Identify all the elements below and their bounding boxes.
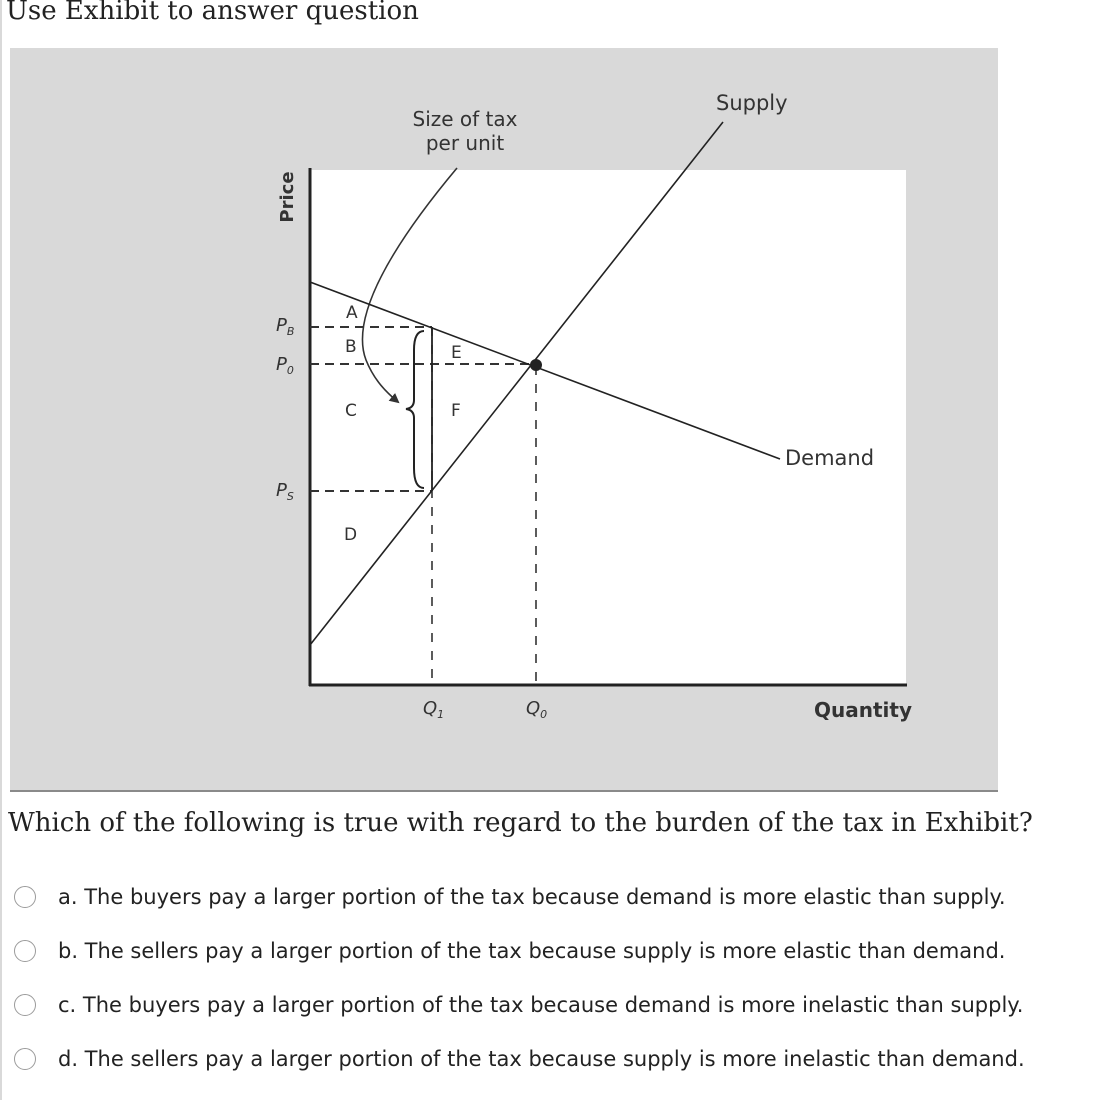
plot-area [310, 170, 906, 685]
pb-label: $P_B$ [276, 315, 295, 338]
option-b[interactable] [14, 924, 1025, 978]
supply-label: Supply [716, 91, 788, 115]
equilibrium-point [530, 359, 542, 371]
tax-annotation-line2: per unit [425, 131, 505, 155]
option-c[interactable] [14, 978, 1025, 1032]
exhibit-graph [10, 48, 998, 790]
area-a-label: A [346, 303, 358, 323]
option-a[interactable] [14, 870, 1025, 924]
exhibit-figure [10, 48, 998, 790]
option-d-radio[interactable] [14, 1048, 36, 1070]
q0-label: $Q_0$ [526, 698, 548, 721]
area-f-label: F [451, 401, 461, 421]
option-b-radio[interactable] [14, 940, 36, 962]
question-text: Which of the following is true with regard to the burden of the tax in Exhibit? [8, 808, 1033, 838]
tax-annotation-line1: Size of tax [412, 107, 518, 131]
answer-options [14, 870, 1025, 1086]
left-border [0, 0, 2, 1100]
option-d[interactable] [14, 1032, 1025, 1086]
question-prompt: Use Exhibit to answer question [6, 0, 419, 26]
option-a-radio[interactable] [14, 886, 36, 908]
area-b-label: B [345, 337, 357, 357]
p0-label: $P_0$ [276, 354, 294, 377]
y-axis-label: Price [277, 171, 298, 223]
option-c-radio[interactable] [14, 994, 36, 1016]
option-d-label[interactable]: d. The sellers pay a larger portion of the tax because supply is more inelastic than demand. [58, 1047, 1025, 1071]
exhibit-bottom-rule [10, 790, 998, 792]
x-axis-label: Quantity [814, 698, 912, 722]
area-e-label: E [451, 343, 462, 363]
option-b-label[interactable]: b. The sellers pay a larger portion of the tax because supply is more elastic than demand. [58, 939, 1006, 963]
ps-label: $P_S$ [276, 480, 294, 503]
q1-label: $Q_1$ [423, 698, 445, 721]
area-c-label: C [345, 401, 357, 421]
option-a-label[interactable]: a. The buyers pay a larger portion of the tax because demand is more elastic than supply. [58, 885, 1006, 909]
option-c-label[interactable]: c. The buyers pay a larger portion of the tax because demand is more inelastic than supply. [58, 993, 1024, 1017]
demand-label: Demand [785, 446, 875, 470]
area-d-label: D [344, 525, 358, 545]
